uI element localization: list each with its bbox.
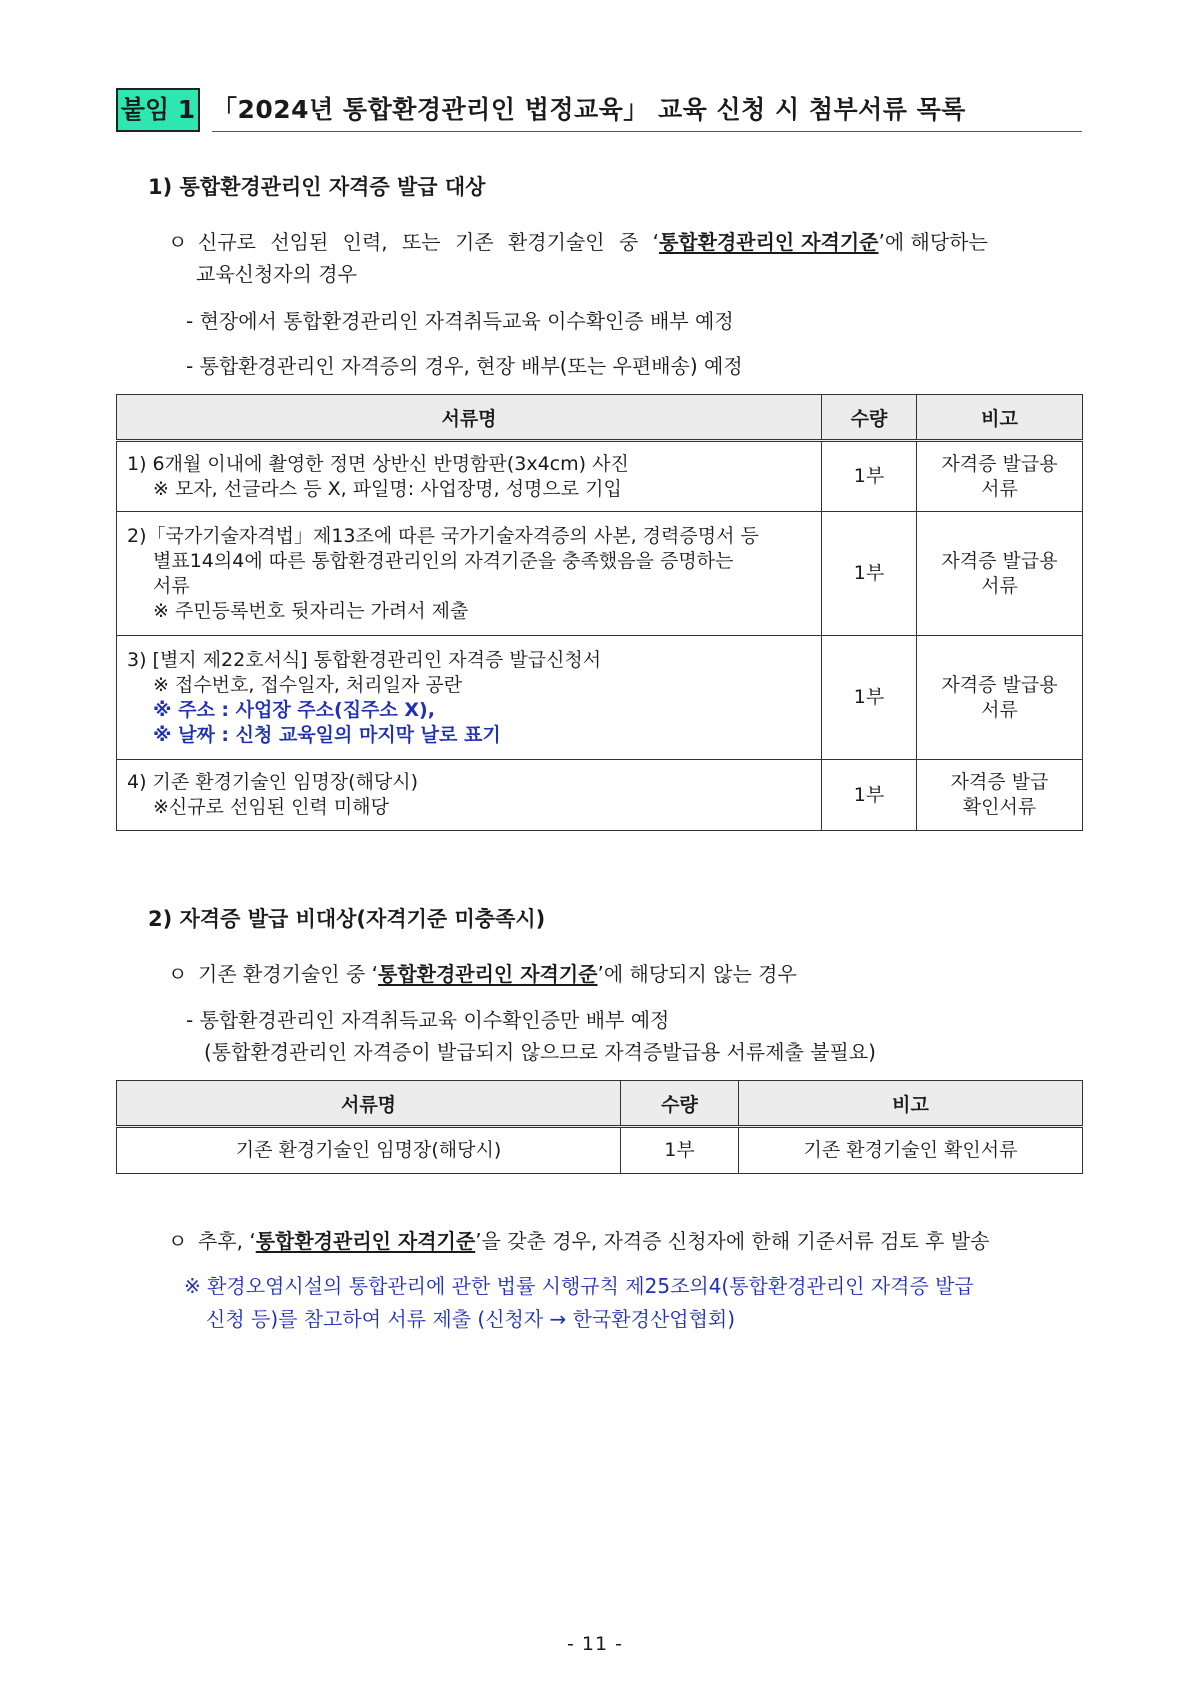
note-cell [917, 636, 1083, 760]
doc-line: ※ 모자, 선글라스 등 X, 파일명: 사업장명, 성명으로 기입 [153, 477, 622, 500]
col-header-note: 비고 [739, 1081, 1083, 1127]
title-underline [212, 131, 1082, 132]
bullet-emphasis: 통합환경관리인 자격기준 [378, 962, 598, 986]
section1-bullet [168, 226, 988, 255]
qty-cell: 1부 [822, 512, 917, 636]
attachment-badge: 붙임 1 [116, 88, 200, 132]
doc-line: 별표14의4에 따른 통합환경관리인의 자격기준을 충족했음을 증명하는 [153, 549, 734, 572]
section2-dash1-cont: (통합환경관리인 자격증이 발급되지 않으므로 자격증발급용 서류제출 불필요) [204, 1040, 876, 1064]
page-number: - 11 - [567, 1633, 623, 1655]
doc-cell: 기존 환경기술인 임명장(해당시) [117, 1127, 621, 1174]
col-header-doc: 서류명 [117, 1081, 621, 1127]
doc-cell [117, 441, 822, 512]
doc-line-emphasis: ※ 주소 : 사업장 주소(집주소 X), [153, 698, 435, 721]
doc-line: 4) 기존 환경기술인 임명장(해당시) [127, 771, 419, 793]
col-header-note: 비고 [917, 395, 1083, 441]
section2-title: 2) 자격증 발급 비대상(자격기준 미충족시) [148, 907, 546, 931]
section3-note-line1: ※ 환경오염시설의 통합관리에 관한 법률 시행규칙 제25조의4(통합환경관리인 자격증 발급 [184, 1274, 974, 1298]
note-line: 자격증 발급용 [941, 673, 1058, 696]
bullet-text-post: ’에 해당되지 않는 경우 [597, 962, 797, 986]
doc-cell [117, 512, 822, 636]
col-header-doc: 서류명 [117, 395, 822, 441]
table-row [117, 636, 1083, 760]
doc-line: 서류 [153, 574, 190, 597]
col-header-qty: 수량 [822, 395, 917, 441]
doc-line: ※ 주민등록번호 뒷자리는 가려서 제출 [153, 599, 469, 622]
qty-cell: 1부 [822, 760, 917, 831]
section2-table [116, 1080, 1083, 1174]
bullet-text-pre: 신규로 선임된 인력, 또는 기존 환경기술인 중 ‘ [198, 230, 659, 254]
table-header-row [117, 1081, 1083, 1127]
doc-line: 2)「국가기술자격법」제13조에 따른 국가기술자격증의 사본, 경력증명서 등 [127, 524, 759, 547]
doc-line-emphasis: ※ 날짜 : 신청 교육일의 마지막 날로 표기 [153, 723, 501, 746]
section1-title: 1) 통합환경관리인 자격증 발급 대상 [148, 175, 486, 199]
bullet-text-pre: 추후, ‘ [198, 1229, 256, 1253]
bullet-text-post: ’을 갖춘 경우, 자격증 신청자에 한해 기준서류 검토 후 발송 [475, 1229, 990, 1253]
table-row [117, 441, 1083, 512]
note-cell [917, 512, 1083, 636]
doc-line: ※신규로 선임된 인력 미해당 [153, 796, 389, 818]
doc-cell [117, 760, 822, 831]
doc-line: 1) 6개월 이내에 촬영한 정면 상반신 반명함판(3x4cm) 사진 [127, 452, 629, 475]
section2-dash1: - 통합환경관리인 자격취득교육 이수확인증만 배부 예정 [186, 1008, 670, 1032]
note-cell: 기존 환경기술인 확인서류 [739, 1127, 1083, 1174]
note-line: 확인서류 [962, 796, 1037, 818]
section3-bullet [168, 1225, 990, 1254]
section1-dash2: - 통합환경관리인 자격증의 경우, 현장 배부(또는 우편배송) 예정 [186, 354, 743, 378]
note-line: 자격증 발급 [950, 771, 1049, 793]
section1-dash1: - 현장에서 통합환경관리인 자격취득교육 이수확인증 배부 예정 [186, 309, 734, 333]
table-row [117, 760, 1083, 831]
note-line: 자격증 발급용 [941, 549, 1058, 572]
bullet-emphasis: 통합환경관리인 자격기준 [658, 230, 879, 254]
qty-cell: 1부 [621, 1127, 739, 1174]
bullet-emphasis: 통합환경관리인 자격기준 [255, 1229, 476, 1253]
note-line: 서류 [981, 574, 1018, 597]
note-line: 자격증 발급용 [941, 452, 1058, 475]
doc-line: 3) [별지 제22호서식] 통합환경관리인 자격증 발급신청서 [127, 648, 602, 671]
doc-cell [117, 636, 822, 760]
table-row [117, 1127, 1083, 1174]
note-line: 서류 [981, 477, 1018, 500]
section3-note-line2: 신청 등)를 참고하여 서류 제출 (신청자 → 한국환경산업협회) [206, 1307, 736, 1331]
bullet-circle-icon: ㅇ [168, 1229, 188, 1253]
table-row [117, 512, 1083, 636]
bullet-text-post: ’에 해당하는 [878, 230, 988, 254]
doc-line: ※ 접수번호, 접수일자, 처리일자 공란 [153, 673, 463, 696]
bullet-text-pre: 기존 환경기술인 중 ‘ [198, 962, 378, 986]
qty-cell: 1부 [822, 441, 917, 512]
section2-bullet [168, 958, 797, 987]
bullet-circle-icon: ㅇ [168, 230, 188, 254]
note-line: 서류 [981, 698, 1018, 721]
note-cell [917, 441, 1083, 512]
section1-table [116, 394, 1083, 831]
qty-cell: 1부 [822, 636, 917, 760]
note-cell [917, 760, 1083, 831]
page-title: 「2024년 통합환경관리인 법정교육」 교육 신청 시 첨부서류 목록 [212, 95, 966, 124]
title-row [116, 88, 1082, 134]
bullet-circle-icon: ㅇ [168, 962, 188, 986]
table-header-row [117, 395, 1083, 441]
section1-bullet-cont: 교육신청자의 경우 [196, 262, 357, 286]
col-header-qty: 수량 [621, 1081, 739, 1127]
